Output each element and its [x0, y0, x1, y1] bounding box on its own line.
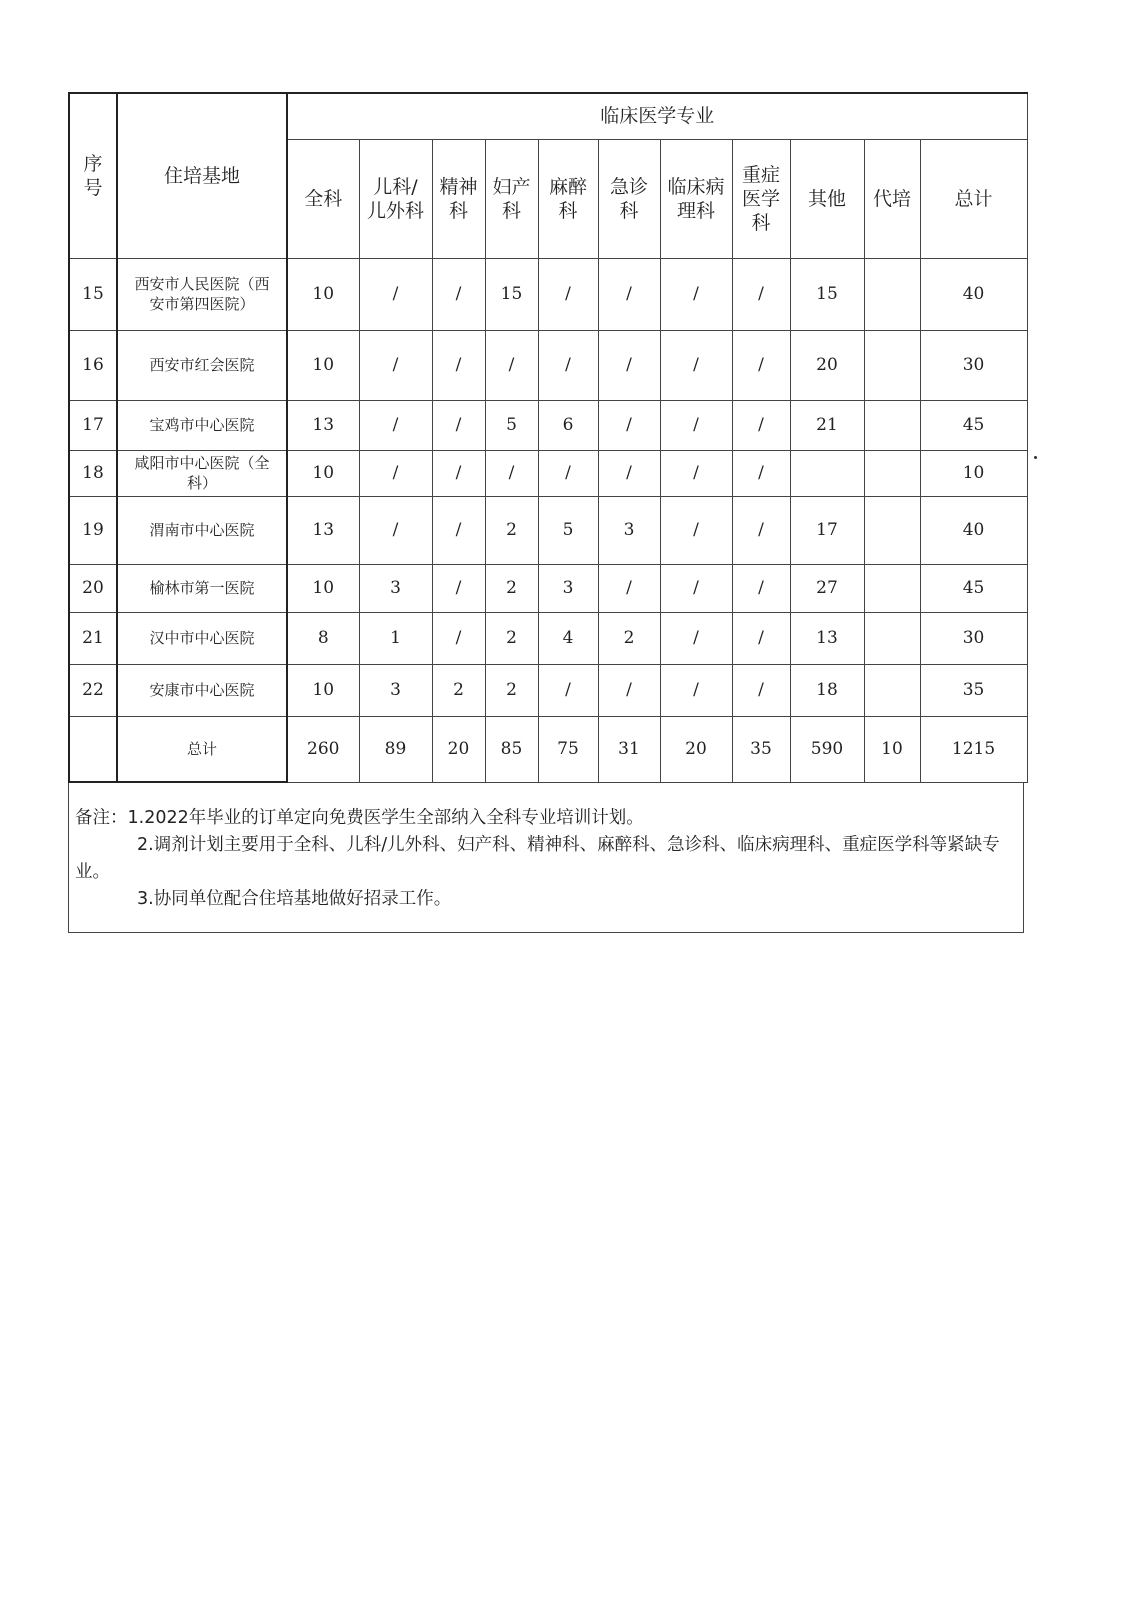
notes-section: [68, 783, 1024, 933]
row-value: 5: [485, 400, 538, 450]
row-value: /: [485, 330, 538, 400]
column-header: 临床病理科: [660, 139, 732, 258]
row-value: /: [660, 258, 732, 330]
row-value: 13: [287, 400, 359, 450]
row-value: /: [660, 400, 732, 450]
row-value: /: [432, 496, 485, 564]
row-value: /: [538, 664, 598, 716]
row-value: /: [732, 664, 790, 716]
column-header: 儿科/儿外科: [359, 139, 432, 258]
total-label: 总计: [117, 716, 287, 782]
column-header: 妇产科: [485, 139, 538, 258]
clinical-group-header: 临床医学专业: [287, 93, 1027, 139]
row-value: 2: [598, 612, 660, 664]
row-value: /: [359, 258, 432, 330]
row-value: 27: [790, 564, 864, 612]
row-value: /: [598, 450, 660, 496]
total-value: 20: [432, 716, 485, 782]
row-value: /: [598, 330, 660, 400]
row-value: /: [432, 564, 485, 612]
row-value: 8: [287, 612, 359, 664]
row-value: 20: [790, 330, 864, 400]
total-value: 260: [287, 716, 359, 782]
row-seq: 16: [69, 330, 117, 400]
row-seq: 18: [69, 450, 117, 496]
column-header: 急诊科: [598, 139, 660, 258]
row-value: 40: [920, 258, 1027, 330]
scan-speck: [1034, 456, 1037, 459]
table-row: [69, 330, 1027, 400]
row-base-name: 榆林市第一医院: [117, 564, 287, 612]
row-value: 3: [359, 664, 432, 716]
row-value: /: [359, 450, 432, 496]
row-value: /: [660, 496, 732, 564]
total-value: 75: [538, 716, 598, 782]
table-row: [69, 664, 1027, 716]
row-value: 45: [920, 400, 1027, 450]
row-value: 18: [790, 664, 864, 716]
row-seq: 21: [69, 612, 117, 664]
total-row: [69, 716, 1027, 782]
row-seq: 22: [69, 664, 117, 716]
row-value: 13: [287, 496, 359, 564]
column-header: 麻醉科: [538, 139, 598, 258]
base-header: 住培基地: [117, 93, 287, 258]
row-value: [790, 450, 864, 496]
row-value: /: [732, 564, 790, 612]
row-value: 2: [432, 664, 485, 716]
row-value: 35: [920, 664, 1027, 716]
row-value: 1: [359, 612, 432, 664]
row-value: [864, 400, 920, 450]
row-value: /: [598, 564, 660, 612]
row-base-name: 宝鸡市中心医院: [117, 400, 287, 450]
row-value: 21: [790, 400, 864, 450]
row-value: 2: [485, 496, 538, 564]
row-value: /: [432, 612, 485, 664]
row-value: 10: [287, 564, 359, 612]
row-value: /: [538, 450, 598, 496]
row-value: /: [732, 400, 790, 450]
row-value: 4: [538, 612, 598, 664]
row-seq: 15: [69, 258, 117, 330]
row-value: /: [432, 450, 485, 496]
row-value: 2: [485, 564, 538, 612]
row-value: /: [732, 258, 790, 330]
row-value: /: [432, 330, 485, 400]
row-value: 10: [287, 330, 359, 400]
total-value: 10: [864, 716, 920, 782]
row-base-name: 汉中市中心医院: [117, 612, 287, 664]
row-value: /: [732, 612, 790, 664]
row-value: 3: [598, 496, 660, 564]
table-row: [69, 496, 1027, 564]
table-row: [69, 258, 1027, 330]
row-value: /: [538, 330, 598, 400]
row-base-name: 咸阳市中心医院（全科）: [117, 450, 287, 496]
column-header: 精神科: [432, 139, 485, 258]
column-header: 代培: [864, 139, 920, 258]
row-value: /: [485, 450, 538, 496]
row-seq: 20: [69, 564, 117, 612]
column-header: 其他: [790, 139, 864, 258]
total-value: 1215: [920, 716, 1027, 782]
seq-header: 序号: [69, 93, 117, 258]
row-value: /: [359, 496, 432, 564]
row-value: /: [432, 258, 485, 330]
row-value: /: [598, 400, 660, 450]
row-value: 30: [920, 612, 1027, 664]
row-value: [864, 496, 920, 564]
row-seq: 17: [69, 400, 117, 450]
row-value: 6: [538, 400, 598, 450]
row-value: 40: [920, 496, 1027, 564]
note-item-3: 3.协同单位配合住培基地做好招录工作。: [137, 889, 452, 909]
table-row: [69, 400, 1027, 450]
row-value: [864, 450, 920, 496]
row-value: /: [660, 330, 732, 400]
row-value: [864, 258, 920, 330]
row-value: [864, 564, 920, 612]
row-value: 30: [920, 330, 1027, 400]
row-value: [864, 612, 920, 664]
row-value: /: [359, 400, 432, 450]
row-value: 15: [790, 258, 864, 330]
row-base-name: 西安市人民医院（西安市第四医院）: [117, 258, 287, 330]
row-value: [864, 330, 920, 400]
row-value: 10: [287, 450, 359, 496]
row-value: /: [538, 258, 598, 330]
row-value: 17: [790, 496, 864, 564]
row-value: 13: [790, 612, 864, 664]
total-value: 89: [359, 716, 432, 782]
row-base-name: 渭南市中心医院: [117, 496, 287, 564]
row-value: 3: [359, 564, 432, 612]
row-value: /: [660, 564, 732, 612]
column-header: 全科: [287, 139, 359, 258]
plan-sheet: [68, 92, 1026, 933]
row-value: /: [732, 330, 790, 400]
row-value: /: [432, 400, 485, 450]
row-value: /: [660, 612, 732, 664]
total-seq-empty: [69, 716, 117, 782]
table-row: [69, 612, 1027, 664]
row-value: 10: [920, 450, 1027, 496]
row-value: /: [598, 258, 660, 330]
row-value: 15: [485, 258, 538, 330]
row-value: 10: [287, 664, 359, 716]
column-header: 重症医学科: [732, 139, 790, 258]
table-row: [69, 450, 1027, 496]
row-value: /: [660, 450, 732, 496]
table-row: [69, 564, 1027, 612]
total-value: 31: [598, 716, 660, 782]
row-value: 2: [485, 664, 538, 716]
row-seq: 19: [69, 496, 117, 564]
total-value: 35: [732, 716, 790, 782]
row-base-name: 安康市中心医院: [117, 664, 287, 716]
row-value: 3: [538, 564, 598, 612]
row-value: /: [359, 330, 432, 400]
row-value: [864, 664, 920, 716]
total-value: 85: [485, 716, 538, 782]
row-value: 10: [287, 258, 359, 330]
row-value: /: [660, 664, 732, 716]
row-value: /: [598, 664, 660, 716]
row-base-name: 西安市红会医院: [117, 330, 287, 400]
total-value: 20: [660, 716, 732, 782]
training-plan-table: [68, 92, 1028, 783]
total-value: 590: [790, 716, 864, 782]
note-item-1: 备注：1.2022年毕业的订单定向免费医学生全部纳入全科专业培训计划。: [75, 808, 644, 828]
column-header: 总计: [920, 139, 1027, 258]
note-item-2: 2.调剂计划主要用于全科、儿科/儿外科、妇产科、精神科、麻醉科、急诊科、临床病理科、重症医学科等紧缺专业。: [75, 835, 1000, 882]
row-value: /: [732, 450, 790, 496]
row-value: /: [732, 496, 790, 564]
row-value: 2: [485, 612, 538, 664]
row-value: 45: [920, 564, 1027, 612]
row-value: 5: [538, 496, 598, 564]
